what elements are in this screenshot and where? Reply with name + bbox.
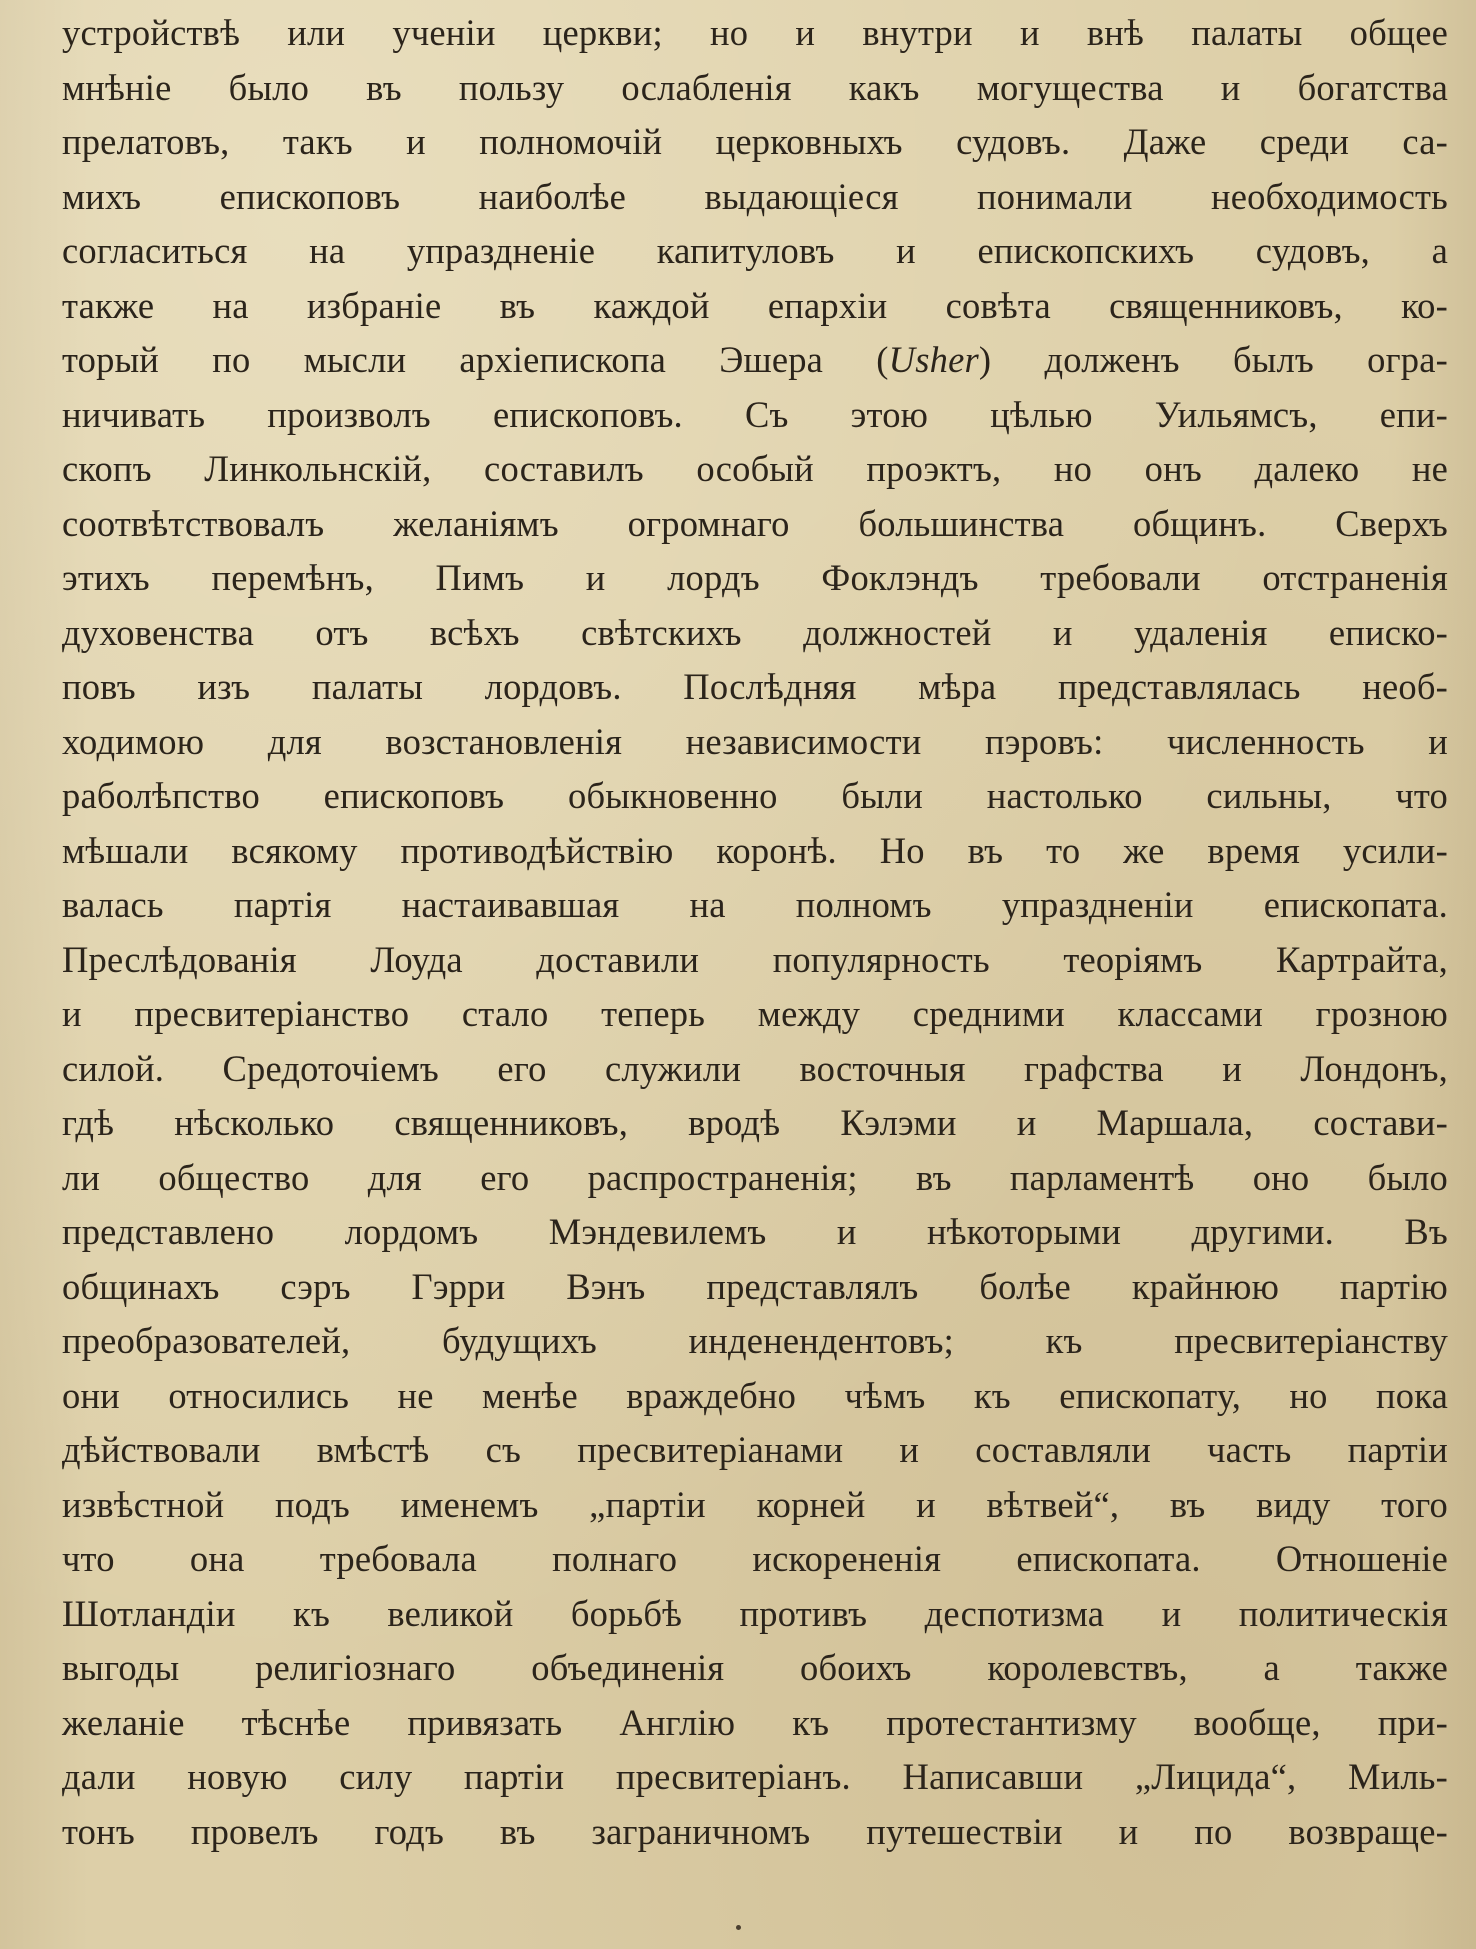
- text-line-22: ли общество для его распространенія; въ парламентѣ оно было: [62, 1156, 1448, 1198]
- text-line-5: согласиться на упраздненіе капитуловъ и епископскихъ судовъ, а: [62, 230, 1448, 271]
- text-line-15: раболѣпство епископовъ обыкновенно были настолько сильны, что: [62, 775, 1448, 816]
- text-line-21: гдѣ нѣсколько священниковъ, вродѣ Кэлэми и Маршала, состави-: [62, 1102, 1448, 1143]
- text-line-6: также на избраніе въ каждой епархіи совѣта священниковъ, ко-: [62, 284, 1448, 326]
- page-dot-mark: [736, 1925, 741, 1930]
- text-line-25: преобразователей, будущихъ инденендентовъ; къ пресвитеріанству: [62, 1320, 1448, 1361]
- text-line-26: они относились не менѣе враждебно чѣмъ къ епископату, но пока: [62, 1374, 1448, 1416]
- text-line-11: этихъ перемѣнъ, Пимъ и лордъ Фоклэндъ требовали отстраненія: [62, 557, 1448, 598]
- text-line-34: тонъ провелъ годъ въ заграничномъ путешествіи и по возвраще-: [62, 1810, 1448, 1852]
- text-line-19: и пресвитеріанство стало теперь между средними классами грозною: [62, 993, 1448, 1034]
- text-line-12: духовенства отъ всѣхъ свѣтскихъ должностей и удаленія еписко-: [62, 611, 1448, 653]
- body-text: [62, 6, 1448, 1859]
- text-line-18: Преслѣдованія Лоуда доставили популярность теоріямъ Картрайта,: [62, 938, 1448, 980]
- text-line-7-end: ) долженъ былъ огра-: [978, 339, 1448, 380]
- text-line-10: соотвѣтствовалъ желаніямъ огромнаго большинства общинъ. Сверхъ: [62, 502, 1448, 544]
- text-line-30: Шотландіи къ великой борьбѣ противъ деспотизма и политическія: [62, 1592, 1448, 1634]
- text-line-13: повъ изъ палаты лордовъ. Послѣдняя мѣра представлялась необ-: [62, 666, 1448, 707]
- text-line-7-start: торый по мысли архіепископа Эшера (: [62, 339, 889, 380]
- text-line-4: михъ епископовъ наиболѣе выдающіеся понимали необходимость: [62, 175, 1448, 217]
- text-line-8: ничивать произволъ епископовъ. Съ этою цѣлью Уильямсъ, епи-: [62, 393, 1448, 435]
- text-line-16: мѣшали всякому противодѣйствію коронѣ. Но въ то же время усили-: [62, 829, 1448, 871]
- text-line-1: устройствѣ или ученіи церкви; но и внутри и внѣ палаты общее: [62, 12, 1448, 53]
- text-line-33: дали новую силу партіи пресвитеріанъ. Написавши „Лицида“, Миль-: [62, 1756, 1448, 1797]
- text-line-27: дѣйствовали вмѣстѣ съ пресвитеріанами и составляли часть партіи: [62, 1429, 1448, 1470]
- text-line-2: мнѣніе было въ пользу ослабленія какъ могущества и богатства: [62, 66, 1448, 108]
- usher-italic: Usher: [888, 339, 979, 380]
- text-line-9: скопъ Линкольнскій, составилъ особый проэктъ, но онъ далеко не: [62, 448, 1448, 489]
- text-line-7: [62, 333, 1448, 388]
- text-line-32: желаніе тѣснѣе привязать Англію къ протестантизму вообще, при-: [62, 1701, 1448, 1743]
- text-line-24: общинахъ сэръ Гэрри Вэнъ представлялъ болѣе крайнюю партію: [62, 1265, 1448, 1307]
- text-line-14: ходимою для возстановленія независимости пэровъ: численность и: [62, 720, 1448, 762]
- text-line-20: силой. Средоточіемъ его служили восточныя графства и Лондонъ,: [62, 1047, 1448, 1089]
- text-line-17: валась партія настаивавшая на полномъ упраздненіи епископата.: [62, 884, 1448, 925]
- text-line-31: выгоды религіознаго объединенія обоихъ королевствъ, а также: [62, 1647, 1448, 1688]
- text-line-28: извѣстной подъ именемъ „партіи корней и вѣтвей“, въ виду того: [62, 1483, 1448, 1525]
- text-line-29: что она требовала полнаго искорененія епископата. Отношеніе: [62, 1538, 1448, 1579]
- text-line-3: прелатовъ, такъ и полномочій церковныхъ судовъ. Даже среди са-: [62, 121, 1448, 162]
- text-line-23: представлено лордомъ Мэндевилемъ и нѣкоторыми другими. Въ: [62, 1211, 1448, 1252]
